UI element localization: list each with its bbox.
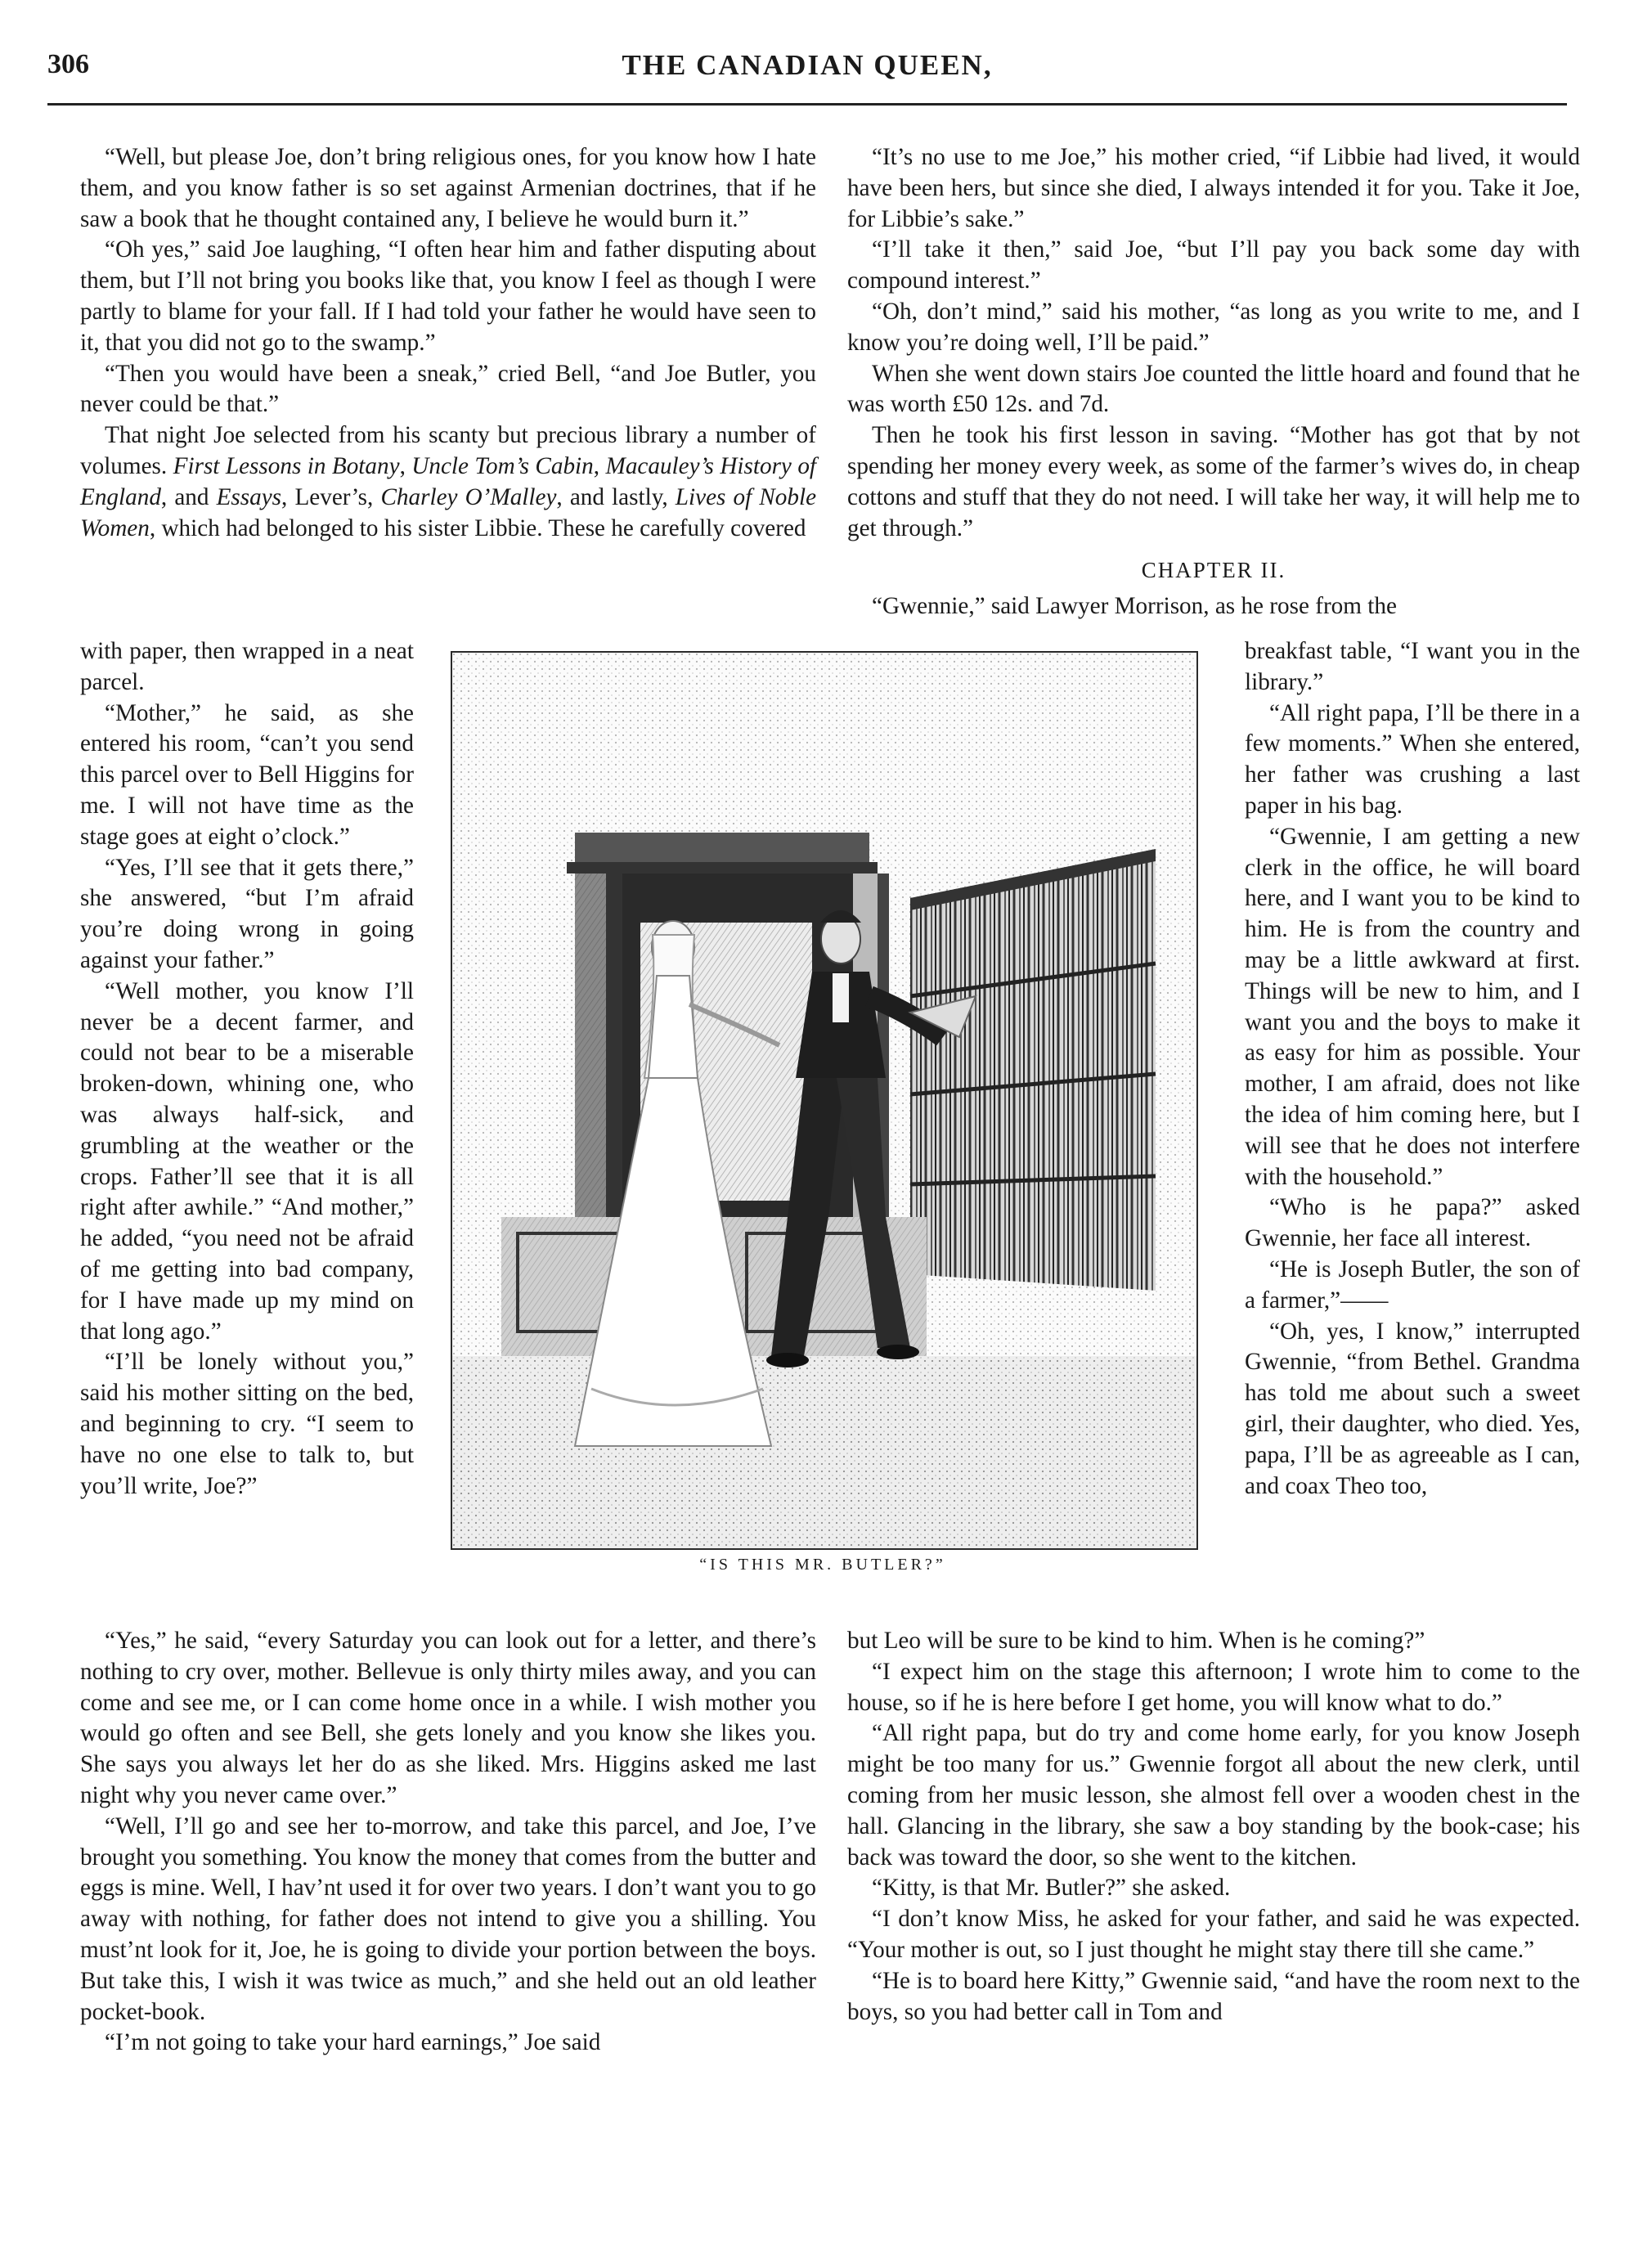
paragraph: “It’s no use to me Joe,” his mother cried, “if Libbie had lived, it would have been hers, but since she died, I always intended it for you. Take it Joe, for Libbie’s sake.”	[847, 144, 1580, 232]
paragraph: with paper, then wrapped in a neat parcel.	[80, 638, 414, 695]
illustration-caption: “IS THIS MR. BUTLER?”	[699, 1556, 946, 1574]
paragraph: “Well, I’ll go and see her to-morrow, and take this parcel, and Joe, I’ve brought you something. You know the money that comes from the butter and eggs is mine. Well, I hav’nt used it for over two years. I don’t want you to go away with nothing, for father does not intend to give you a shilling. You must’nt look for it, Joe, he is going to divide your portion between the boys. But take this, I wish it was twice as much,” and she held out an old leather pocket-book.	[80, 1812, 816, 2025]
paragraph: “Who is he papa?” asked Gwennie, her face all interest.	[1245, 1194, 1580, 1252]
paragraph: “Yes,” he said, “every Saturday you can look out for a letter, and there’s nothing to cry over, mother. Bellevue is only thirty miles away, and you can come and see me, or I can come home once in a while. I wish mother you would go often and see Bell, she gets lonely and you know she likes you. She says you always let her do as she liked. Mrs. Higgins asked me last night why you never came over.”	[80, 1628, 816, 1808]
page-header	[47, 49, 1567, 88]
paragraph: “Mother,” he said, as she entered his room, “can’t you send this parcel over to Bell Higgins for me. I will not have time as the stage goes at eight o’clock.”	[80, 699, 414, 850]
paragraph: “Oh, yes, I know,” interrupted Gwennie, “from Bethel. Grandma has told me about such a sweet girl, their daughter, who died. Yes, papa, I’ll be as agreeable as I can, and coax Theo too,	[1245, 1318, 1580, 1499]
page-number: 306	[47, 49, 89, 79]
paragraph: “I’m not going to take your hard earnings,” Joe said	[105, 2029, 601, 2056]
book-title: First Lessons in Botany	[173, 452, 400, 479]
header-rule	[47, 103, 1567, 106]
book-title: Macauley’s History of England	[80, 452, 817, 510]
left-column-bottom	[80, 1626, 816, 2059]
running-title: THE CANADIAN QUEEN,	[622, 49, 993, 81]
paragraph: “Then you would have been a sneak,” cried Bell, “and Joe Butler, you never could be that.”	[80, 360, 816, 418]
text-run: , which had belonged to his sister Libbie. These he carefully covered	[149, 514, 806, 541]
library-paragraph	[80, 420, 816, 544]
book-title: Charley O’Malley	[380, 483, 557, 510]
right-column-top	[847, 142, 1580, 622]
right-column-narrow	[1245, 636, 1580, 1502]
paragraph: “I don’t know Miss, he asked for your father, and said he was expected. “Your mother is out, so I just thought he might stay there till she came.”	[847, 1906, 1580, 1963]
paragraph: “I’ll be lonely without you,” said his mother sitting on the bed, and beginning to cry. “I seem to have no one else to talk to, but you’ll write, Joe?”	[80, 1349, 414, 1499]
paragraph: “Well, but please Joe, don’t bring religious ones, for you know how I hate them, and you know father is so set against Armenian doctrines, that if he saw a book that he thought contained any, I believe he would burn it.”	[80, 144, 816, 232]
chapter-heading: CHAPTER II.	[1141, 558, 1286, 583]
text-run: That night Joe selected from his scanty but precious library a number of volumes.	[80, 422, 816, 479]
paragraph: “All right papa, I’ll be there in a few moments.” When she entered, her father was crushing a last paper in his bag.	[1245, 699, 1580, 819]
text-run: , Lever’s,	[281, 483, 374, 510]
library-scene-drawing	[452, 653, 1196, 1548]
paragraph: “All right papa, but do try and come home early, for you know Joseph might be too many for us.” Gwennie forgot all about the new clerk, until coming from her music lesson, she almost fell over a wooden chest in the hall. Glancing in the library, she saw a boy standing by the book-case; his back was toward the door, so she went to the kitchen.	[847, 1720, 1580, 1871]
paragraph: “I expect him on the stage this afternoon; I wrote him to come to the house, so if he is here before I get home, you will know what to do.”	[847, 1658, 1580, 1716]
paragraph: breakfast table, “I want you in the library.”	[1245, 638, 1580, 695]
text-run: ,	[593, 452, 600, 479]
left-column-top	[80, 142, 816, 544]
text-run: , and	[160, 483, 209, 510]
paragraph: “He is Joseph Butler, the son of a farmer,”——	[1245, 1255, 1580, 1314]
text-run: , and lastly,	[556, 483, 668, 510]
paragraph: “Oh yes,” said Joe laughing, “I often hear him and father disputing about them, but I’ll not bring you books like that, you know I feel as though I were partly to blame for your fall. If I had told your father he would have seen to it, that you did not go to the swamp.”	[80, 236, 816, 356]
left-column-narrow	[80, 636, 414, 1502]
book-title: Lives of Noble Women	[80, 483, 817, 541]
paragraph: but Leo will be sure to be kind to him. When is he coming?”	[847, 1628, 1425, 1654]
paragraph: “Kitty, is that Mr. Butler?” she asked.	[872, 1875, 1231, 1902]
paragraph: When she went down stairs Joe counted the little hoard and found that he was worth £50 12s. and 7d.	[847, 360, 1580, 418]
book-title: Essays	[216, 483, 282, 510]
paragraph: “Yes, I’ll see that it gets there,” she answered, “but I’m afraid you’re doing wrong in going against your father.”	[80, 854, 414, 973]
engraving-illustration	[451, 651, 1198, 1550]
paragraph: “He is to board here Kitty,” Gwennie said, “and have the room next to the boys, so you had better call in Tom and	[847, 1967, 1580, 2025]
paragraph: “Gwennie, I am getting a new clerk in the office, he will board here, and I want you to be kind to him. He is from the country and may be a little awkward at first. Things will be new to him, and I want you and the boys to make it as easy for him as possible. Your mother, I am afraid, does not like the idea of him coming here, but I will see that he does not interfere with the household.”	[1245, 823, 1580, 1190]
paragraph: “Oh, don’t mind,” said his mother, “as long as you write to me, and I know you’re doing well, I’ll be paid.”	[847, 298, 1580, 356]
paragraph: Then he took his first lesson in saving. “Mother has got that by not spending her money every week, as some of the farmer’s wives do, in cheap cottons and stuff that they do not need. I will take her way, it will help me to get through.”	[847, 422, 1580, 541]
right-column-bottom	[847, 1626, 1580, 2028]
text-run: ,	[399, 452, 406, 479]
paragraph: “I’ll take it then,” said Joe, “but I’ll pay you back some day with compound interest.”	[847, 236, 1580, 294]
paragraph: “Well mother, you know I’ll never be a decent farmer, and could not bear to be a miserable broken-down, whining one, who was always half-sick, and grumbling at the weather or the crops. Father’ll see that it is all right after awhile.” “And mother,” he added, “you need not be afraid of me getting into bad company, for I have made up my mind on that long ago.”	[80, 977, 414, 1345]
book-title: Uncle Tom’s Cabin	[411, 452, 594, 479]
paragraph: “Gwennie,” said Lawyer Morrison, as he rose from the	[872, 593, 1397, 620]
